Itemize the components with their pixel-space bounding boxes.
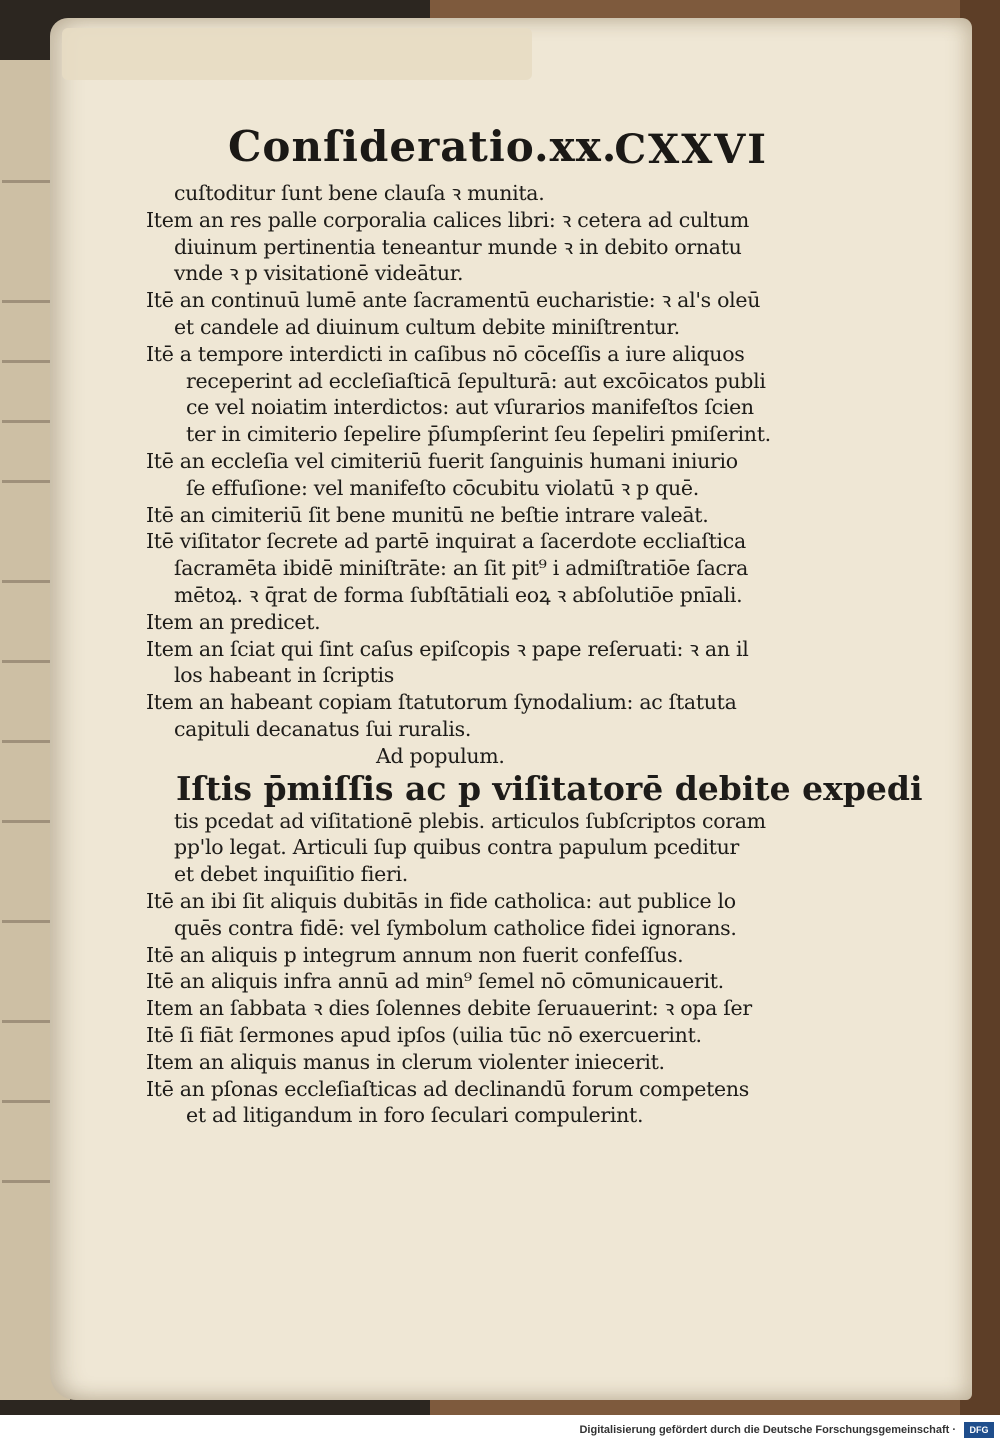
prev-page-text-line (2, 740, 54, 743)
text-line: cuſtoditur ſunt bene clauſa ꝛ munita. (174, 181, 545, 205)
prev-page-text-line (2, 180, 52, 183)
prev-page-text-line (2, 420, 57, 423)
text-line: Itē an eccleſia vel cimiteriū fuerit ſanguinis humani iniurio (146, 448, 738, 473)
text-line: Item an ſciat qui ſint caſus epiſcopis ꝛ pape reſeruati: ꝛ an il (146, 636, 749, 661)
text-block (146, 180, 923, 1129)
text-line: et debet inquiſitio fieri. (174, 862, 408, 887)
text-line: et candele ad diuinum cultum debite miniſtrentur. (174, 314, 680, 339)
text-line: Itē an pſonas eccleſiaſticas ad declinandū forum competens (146, 1076, 749, 1101)
prev-page-text-line (2, 1020, 52, 1023)
text-line: Item an habeant copiam ſtatutorum ſynodalium: ac ſtatuta (146, 690, 737, 715)
text-line: Itē an aliquis infra annū ad min⁹ ſemel nō cōmunicauerit. (146, 969, 724, 994)
text-line: Itē viſitator ſecrete ad partē inquirat a ſacerdote eccliaſtica (146, 529, 746, 554)
text-line: Itē ſi fiāt ſermones apud ipſos (uilia tūc nō exercuerint. (146, 1022, 702, 1047)
dfg-logo: DFG (964, 1422, 994, 1438)
text-line: Itē an continuū lumē ante ſacramentū eucharistie: ꝛ al's oleū (146, 288, 761, 313)
text-line: capituli decanatus ſui ruralis. (174, 716, 472, 741)
footer-bar (0, 1415, 1000, 1447)
text-line: pp'lo legat. Articuli ſup quibus contra papulum pceditur (174, 835, 740, 860)
text-line: Iſtis p̄miſſis ac p viſitatorē debite expedi (176, 768, 923, 808)
prev-page-text-line (2, 480, 50, 483)
text-line: Itē a tempore interdicti in caſibus nō cōceſſis a iure aliquos (146, 341, 745, 366)
funding-notice: Digitalisierung gefördert durch die Deutsche Forschungsgemeinschaft · (579, 1424, 956, 1436)
text-line: ſe effuſione: vel manifeſto cōcubitu violatū ꝛ p quē. (186, 475, 699, 500)
text-line: Item an res palle corporalia calices libri: ꝛ cetera ad cultum (146, 207, 750, 232)
text-line: quēs contra fidē: vel ſymbolum catholice fidei ignorans. (174, 915, 737, 940)
page-header (228, 122, 768, 182)
running-title: Conſideratio.xx. (228, 122, 618, 171)
text-line: Itē an ibi ſit aliquis dubitās in fide catholica: aut publice lo (146, 888, 736, 913)
text-line: Itē an aliquis p integrum annum non fuerit confeſſus. (146, 942, 684, 967)
folio-number: CXXVI (614, 126, 768, 173)
text-line: Item an aliquis manus in clerum violenter iniecerit. (146, 1049, 665, 1074)
text-line: Item an predicet. (146, 609, 321, 634)
repair-tape (62, 28, 532, 80)
text-line: Itē an cimiteriū ſit bene munitū ne beſtie intrare valeāt. (146, 502, 709, 527)
prev-page-text-line (2, 1180, 56, 1183)
text-line: et ad litigandum in foro ſeculari compulerint. (186, 1103, 644, 1128)
text-line: ter in cimiterio ſepelire p̄ſumpſerint ſeu ſepeliri pmiſerint. (186, 422, 771, 447)
text-line: tis pcedat ad viſitationē plebis. articulos ſubſcriptos coram (174, 808, 766, 833)
text-line: mētoꝝ. ꝛ q̄rat de forma ſubſtātiali eoꝝ ꝛ abſolutiōe pnīali. (174, 582, 743, 607)
text-line: los habeant in ſcriptis (174, 663, 395, 688)
text-line: diuinum pertinentia teneantur munde ꝛ in debito ornatu (174, 234, 742, 259)
text-line: ce vel noiatim interdictos: aut vſurarios manifeſtos ſcien (186, 395, 754, 420)
text-line: vnde ꝛ p visitationē videātur. (174, 261, 464, 286)
text-line: Ad populum. (376, 743, 505, 768)
text-line: ſacramēta ibidē miniſtrāte: an ſit pit⁹ i admiſtratiōe ſacra (174, 556, 749, 581)
text-line: receperint ad eccleſiaſticā ſepulturā: aut excōicatos publi (186, 368, 766, 393)
text-line: Item an ſabbata ꝛ dies ſolennes debite ſeruauerint: ꝛ opa ſer (146, 996, 752, 1021)
